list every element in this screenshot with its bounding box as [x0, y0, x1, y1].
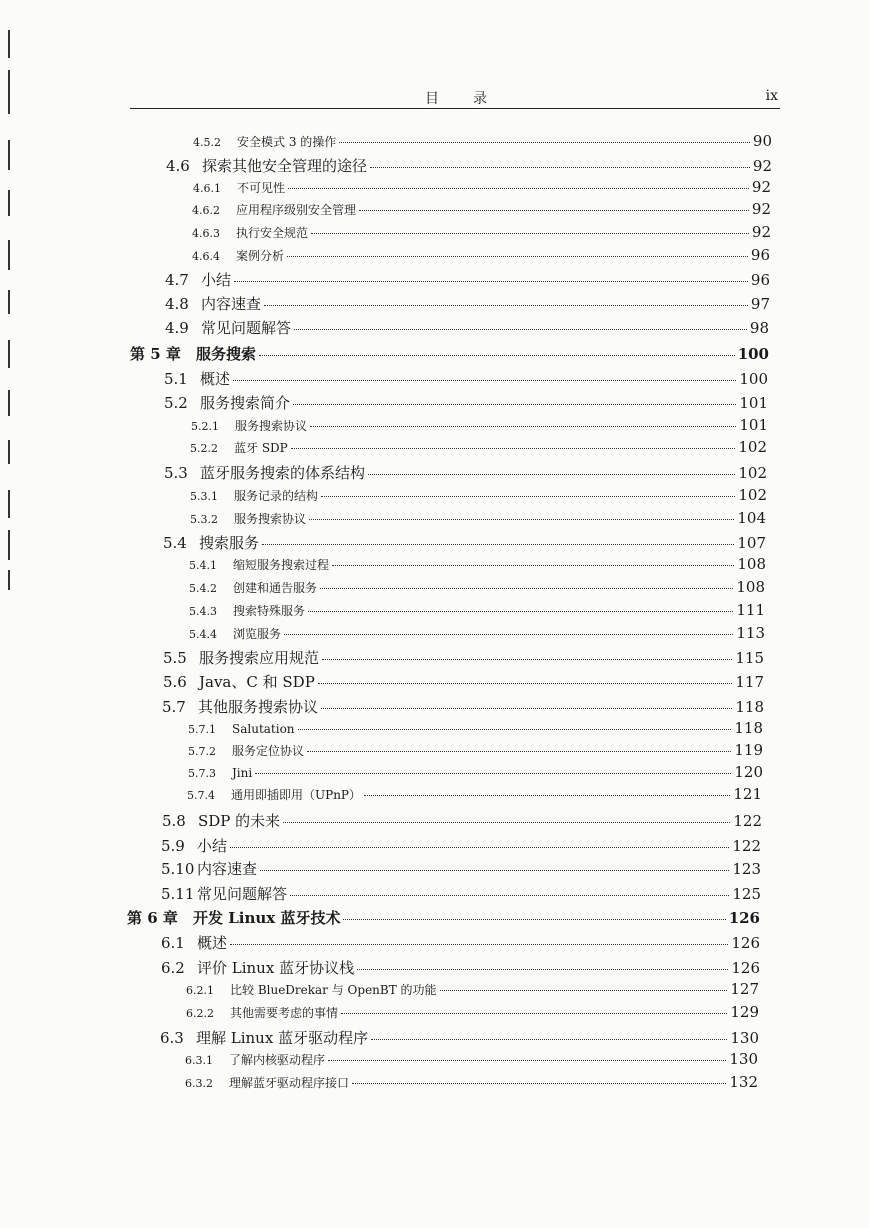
toc-entry-title: 服务搜索 — [196, 345, 257, 363]
toc-entry-number: 4.6.2 — [192, 204, 220, 217]
toc-entry-number: 5.7.3 — [188, 767, 216, 780]
toc-entry-title: Jini — [232, 766, 253, 780]
dot-leader — [262, 544, 734, 545]
toc-entry — [161, 835, 761, 856]
toc-entry-page: 121 — [733, 785, 762, 803]
toc-entry-page: 90 — [752, 132, 772, 150]
header-title: 目录 — [425, 91, 521, 107]
dot-leader — [328, 1060, 726, 1061]
toc-entry-title: 服务记录的结构 — [234, 489, 319, 503]
toc-entry — [166, 155, 772, 176]
dot-leader — [321, 708, 732, 709]
toc-entry — [127, 907, 760, 928]
toc-entry-number: 5.6 — [163, 673, 187, 691]
toc-entry — [186, 1003, 759, 1021]
toc-entry-page: 113 — [736, 624, 765, 642]
toc-entry — [161, 932, 760, 953]
toc-entry-number: 5.7.4 — [187, 789, 215, 802]
toc-entry-number: 4.9 — [165, 319, 189, 337]
toc-entry-number: 5.7.1 — [188, 723, 216, 736]
toc-entry-page: 98 — [749, 319, 769, 337]
toc-entry-page: 101 — [739, 416, 768, 434]
toc-entry-page: 102 — [738, 438, 767, 456]
toc-entry — [190, 438, 767, 456]
toc-entry-title: 探索其他安全管理的途径 — [202, 157, 368, 175]
toc-entry-number: 5.7.2 — [188, 745, 216, 758]
toc-entry — [193, 178, 771, 196]
toc-entry-title: 蓝牙 SDP — [234, 441, 288, 455]
toc-entry-number: 第 5 章 — [130, 345, 181, 363]
toc-entry-page: 107 — [737, 534, 766, 552]
toc-entry-title: 服务搜索简介 — [200, 394, 291, 412]
toc-entry-page: 115 — [735, 649, 764, 667]
toc-entry-title: 评价 Linux 蓝牙协议栈 — [197, 959, 355, 977]
toc-entry-page: 101 — [739, 394, 768, 412]
dot-leader — [230, 847, 729, 848]
toc-entry-title: 蓝牙服务搜索的体系结构 — [200, 464, 366, 482]
toc-entry — [190, 486, 767, 504]
toc-entry-title: 安全模式 3 的操作 — [237, 135, 337, 149]
dot-leader — [332, 565, 734, 566]
dot-leader — [264, 305, 748, 306]
toc-entry — [163, 532, 766, 553]
toc-entry-title: 比较 BlueDrekar 与 OpenBT 的功能 — [230, 983, 437, 997]
toc-entry — [164, 368, 768, 389]
toc-entry-number: 5.2.2 — [190, 442, 218, 455]
toc-entry — [161, 957, 760, 978]
toc-entry-page: 92 — [751, 178, 771, 196]
toc-entry-title: 不可见性 — [237, 181, 286, 195]
toc-entry — [160, 1027, 759, 1048]
toc-entry-number: 第 6 章 — [127, 909, 178, 927]
toc-entry-number: 5.4.2 — [189, 582, 217, 595]
toc-entry — [161, 858, 761, 879]
toc-entry-number: 5.3.2 — [190, 513, 218, 526]
toc-entry-number: 6.2.2 — [186, 1007, 214, 1020]
dot-leader — [364, 795, 730, 796]
toc-entry-page: 102 — [738, 464, 767, 482]
toc-entry — [192, 200, 771, 218]
toc-entry-number: 6.3.2 — [185, 1077, 213, 1090]
toc-entry-number: 4.6.4 — [192, 250, 220, 263]
toc-entry-page: 100 — [737, 345, 769, 363]
toc-entry-page: 97 — [750, 295, 770, 313]
toc-entry-number: 4.6.3 — [192, 227, 220, 240]
toc-entry — [189, 624, 765, 642]
toc-entry — [161, 883, 761, 904]
dot-leader — [308, 611, 733, 612]
toc-entry-number: 5.1 — [164, 370, 188, 388]
dot-leader — [293, 404, 736, 405]
toc-entry-page: 122 — [732, 837, 761, 855]
toc-entry-number: 4.6.1 — [193, 182, 221, 195]
toc-entry-number: 6.2 — [161, 959, 185, 977]
dot-leader — [321, 496, 735, 497]
toc-entry-title: 概述 — [200, 370, 231, 388]
dot-leader — [339, 142, 750, 143]
toc-entry-page: 100 — [739, 370, 768, 388]
dot-leader — [370, 167, 750, 168]
toc-entry — [191, 416, 768, 434]
dot-leader — [260, 870, 729, 871]
dot-leader — [357, 969, 728, 970]
toc-entry — [165, 293, 770, 314]
dot-leader — [259, 355, 735, 356]
toc-entry-page: 126 — [728, 909, 760, 927]
toc-entry-title: 理解蓝牙驱动程序接口 — [229, 1076, 350, 1090]
toc-entry — [163, 671, 764, 692]
toc-entry-page: 118 — [735, 698, 764, 716]
toc-entry — [187, 785, 762, 803]
toc-entry-number: 5.4.4 — [189, 628, 217, 641]
dot-leader — [440, 990, 728, 991]
dot-leader — [343, 919, 725, 920]
toc-entry-page: 120 — [734, 763, 763, 781]
toc-entry-title: SDP 的未来 — [198, 812, 281, 830]
dot-leader — [309, 519, 734, 520]
dot-leader — [287, 256, 748, 257]
toc-entry-number: 5.4 — [163, 534, 187, 552]
toc-entry — [189, 601, 765, 619]
dot-leader — [352, 1083, 726, 1084]
toc-entry-number: 5.4.1 — [189, 559, 217, 572]
toc-entry-page: 96 — [750, 246, 770, 264]
dot-leader — [233, 380, 736, 381]
toc-entry — [189, 555, 766, 573]
toc-entry — [192, 223, 771, 241]
toc-entry-title: 小结 — [201, 271, 232, 289]
header-page-number: ix — [765, 88, 778, 104]
toc-entry — [192, 246, 770, 264]
toc-entry-page: 125 — [732, 885, 761, 903]
toc-entry — [164, 462, 767, 483]
dot-leader — [291, 448, 736, 449]
toc-entry-title: 执行安全规范 — [236, 226, 309, 240]
dot-leader — [310, 426, 736, 427]
dot-leader — [307, 751, 731, 752]
toc-entry-title: 了解内核驱动程序 — [229, 1053, 326, 1067]
toc-entry-number: 6.3 — [160, 1029, 184, 1047]
toc-entry-title: 通用即插即用（UPnP） — [231, 788, 361, 802]
toc-entry — [190, 509, 766, 527]
dot-leader — [290, 895, 729, 896]
toc-entry-page: 130 — [729, 1050, 758, 1068]
toc-entry-page: 104 — [737, 509, 766, 527]
toc-entry-number: 5.2.1 — [191, 420, 219, 433]
toc-entry-title: 应用程序级别安全管理 — [236, 203, 357, 217]
toc-entry — [189, 578, 765, 596]
toc-entry — [165, 317, 769, 338]
toc-entry-number: 5.11 — [161, 885, 195, 903]
toc-entry-number: 4.5.2 — [193, 136, 221, 149]
toc-entry-page: 122 — [733, 812, 762, 830]
toc-entry-title: 服务搜索应用规范 — [199, 649, 320, 667]
toc-entry-page: 126 — [731, 934, 760, 952]
toc-entry-page: 129 — [730, 1003, 759, 1021]
toc-entry — [163, 647, 764, 668]
dot-leader — [320, 588, 733, 589]
toc-entry-title: 服务搜索协议 — [234, 512, 307, 526]
page-header — [130, 88, 780, 110]
toc-entry-title: Salutation — [232, 722, 295, 736]
dot-leader — [298, 729, 732, 730]
header-rule — [130, 108, 780, 109]
dot-leader — [234, 281, 748, 282]
toc-entry-page: 130 — [730, 1029, 759, 1047]
dot-leader — [359, 210, 749, 211]
toc-entry-number: 5.3 — [164, 464, 188, 482]
dot-leader — [318, 683, 733, 684]
toc-entry-page: 92 — [752, 157, 772, 175]
toc-entry-number: 6.3.1 — [185, 1054, 213, 1067]
toc-entry — [165, 269, 770, 290]
dot-leader — [255, 773, 731, 774]
toc-entry-title: 理解 Linux 蓝牙驱动程序 — [196, 1029, 369, 1047]
toc-entry-title: 常见问题解答 — [197, 885, 288, 903]
toc-entry-page: 123 — [732, 860, 761, 878]
toc-entry-title: 常见问题解答 — [201, 319, 292, 337]
toc-entry-number: 4.6 — [166, 157, 190, 175]
toc-entry-title: 小结 — [197, 837, 228, 855]
toc-entry-number: 5.10 — [161, 860, 195, 878]
toc-entry-number: 5.3.1 — [190, 490, 218, 503]
toc-entry-page: 111 — [736, 601, 765, 619]
toc-entry — [130, 343, 769, 364]
toc-entry-title: 搜索特殊服务 — [233, 604, 306, 618]
toc-entry-page: 92 — [751, 200, 771, 218]
toc-entry-number: 5.2 — [164, 394, 188, 412]
toc-entry — [188, 741, 763, 759]
toc-entry-page: 108 — [736, 578, 765, 596]
toc-entry-title: 其他服务搜索协议 — [198, 698, 319, 716]
dot-leader — [283, 822, 730, 823]
toc-entry — [162, 810, 762, 831]
binding-marks — [8, 30, 12, 590]
toc-entry — [162, 696, 764, 717]
toc-entry-page: 108 — [737, 555, 766, 573]
toc-entry — [164, 392, 768, 413]
toc-entry-number: 5.9 — [161, 837, 185, 855]
toc-entry-number: 5.7 — [162, 698, 186, 716]
toc-entry-page: 126 — [731, 959, 760, 977]
toc-entry-page: 119 — [734, 741, 763, 759]
toc-entry-page: 96 — [750, 271, 770, 289]
toc-entry-number: 6.2.1 — [186, 984, 214, 997]
toc-entry-title: 服务搜索协议 — [235, 419, 308, 433]
toc-entry — [185, 1050, 758, 1068]
toc-entry-title: 内容速查 — [197, 860, 258, 878]
toc-entry-title: 搜索服务 — [199, 534, 260, 552]
dot-leader — [371, 1039, 727, 1040]
toc-entry-page: 92 — [751, 223, 771, 241]
toc-entry-title: 缩短服务搜索过程 — [233, 558, 330, 572]
dot-leader — [341, 1013, 727, 1014]
toc-entry-number: 5.4.3 — [189, 605, 217, 618]
toc-entry-title: 开发 Linux 蓝牙技术 — [193, 909, 341, 927]
dot-leader — [288, 188, 749, 189]
toc-entry-title: 服务定位协议 — [232, 744, 305, 758]
dot-leader — [284, 634, 733, 635]
toc-entry-page: 132 — [729, 1073, 758, 1091]
toc-entry-title: 浏览服务 — [233, 627, 282, 641]
toc-entry-title: 其他需要考虑的事情 — [230, 1006, 339, 1020]
toc-entry-number: 4.7 — [165, 271, 189, 289]
toc-entry-page: 118 — [734, 719, 763, 737]
toc-entry-number: 5.5 — [163, 649, 187, 667]
toc-entry-number: 4.8 — [165, 295, 189, 313]
dot-leader — [230, 944, 728, 945]
toc-entry-title: 概述 — [197, 934, 228, 952]
toc-entry-title: 创建和通告服务 — [233, 581, 318, 595]
toc-entry — [186, 980, 759, 998]
dot-leader — [322, 659, 732, 660]
toc-entry — [193, 132, 772, 150]
toc-entry-number: 5.8 — [162, 812, 186, 830]
toc-entry — [188, 719, 763, 737]
toc-entry-title: 内容速查 — [201, 295, 262, 313]
toc-entry — [188, 763, 763, 781]
toc-entry-page: 102 — [738, 486, 767, 504]
dot-leader — [294, 329, 747, 330]
toc-entry-title: Java、C 和 SDP — [199, 673, 315, 691]
dot-leader — [311, 233, 749, 234]
toc-entry — [185, 1073, 758, 1091]
toc-entry-number: 6.1 — [161, 934, 185, 952]
dot-leader — [368, 474, 735, 475]
toc-entry-title: 案例分析 — [236, 249, 285, 263]
toc-entry-page: 117 — [735, 673, 764, 691]
toc-entry-page: 127 — [730, 980, 759, 998]
